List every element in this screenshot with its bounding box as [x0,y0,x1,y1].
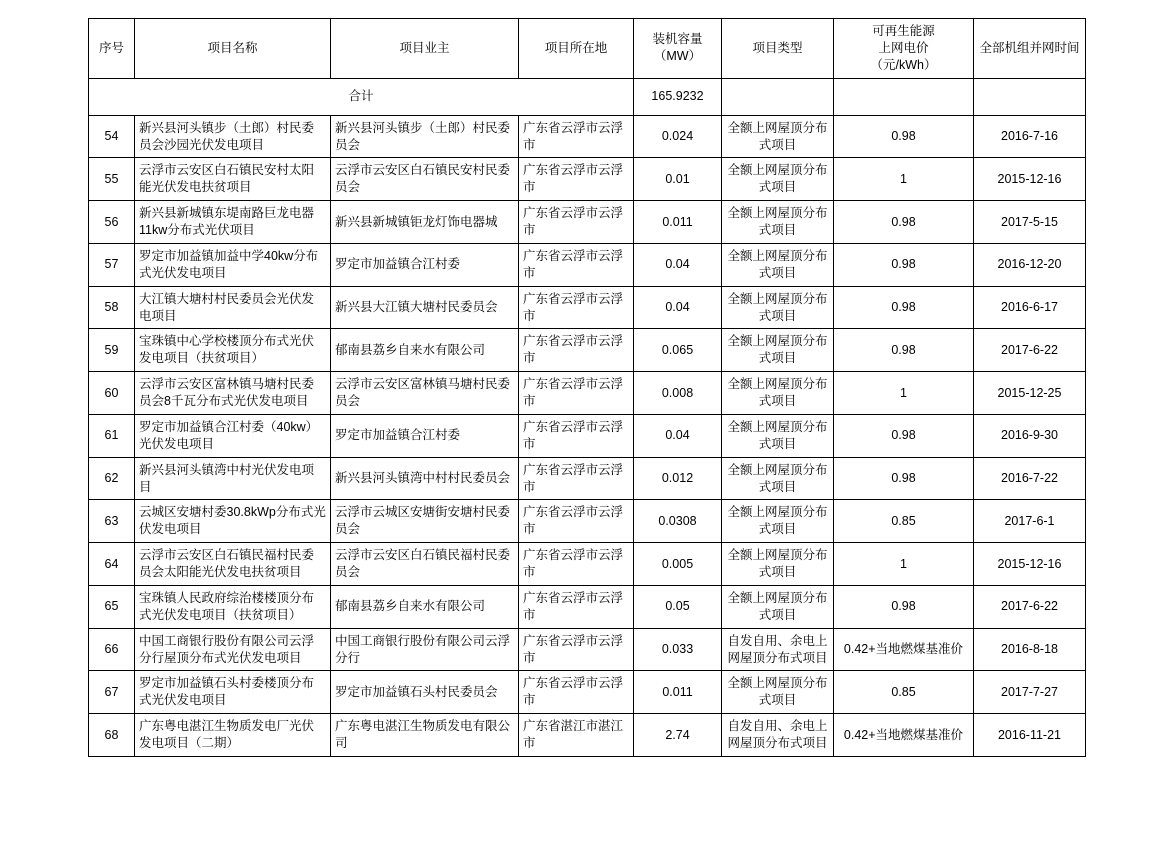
cell-seq: 55 [89,158,135,201]
cell-project-type: 全额上网屋顶分布式项目 [722,115,834,158]
cell-project-type: 全额上网屋顶分布式项目 [722,243,834,286]
cell-grid-date: 2017-5-15 [974,201,1086,244]
table-header [89,19,1086,79]
cell-grid-date: 2016-11-21 [974,714,1086,757]
cell-project-location: 广东省云浮市云浮市 [519,286,634,329]
cell-price: 0.85 [834,671,974,714]
table-row [89,158,1086,201]
cell-grid-date: 2017-6-1 [974,500,1086,543]
cell-grid-date: 2015-12-25 [974,372,1086,415]
cell-project-name: 宝珠镇人民政府综治楼楼顶分布式光伏发电项目（扶贫项目） [135,585,331,628]
cell-project-name: 云浮市云安区白石镇民福村民委员会太阳能光伏发电扶贫项目 [135,543,331,586]
total-date-empty [974,78,1086,115]
cell-price: 1 [834,158,974,201]
column-header-price-line1: 可再生能源 [872,24,935,38]
cell-project-owner: 郁南县荔乡自来水有限公司 [331,585,519,628]
table-row [89,671,1086,714]
cell-project-location: 广东省云浮市云浮市 [519,115,634,158]
cell-grid-date: 2017-6-22 [974,329,1086,372]
cell-project-name: 新兴县新城镇东堤南路巨龙电器11kw分布式光伏项目 [135,201,331,244]
cell-project-owner: 新兴县河头镇步（土郎）村民委员会 [331,115,519,158]
total-row [89,78,1086,115]
cell-seq: 59 [89,329,135,372]
total-label: 合计 [89,78,634,115]
cell-capacity: 0.0308 [634,500,722,543]
cell-project-type: 全额上网屋顶分布式项目 [722,201,834,244]
total-price-empty [834,78,974,115]
cell-grid-date: 2017-6-22 [974,585,1086,628]
header-row [89,19,1086,79]
cell-project-owner: 罗定市加益镇合江村委 [331,414,519,457]
table-row [89,286,1086,329]
cell-project-owner: 新兴县大江镇大塘村民委员会 [331,286,519,329]
cell-project-location: 广东省云浮市云浮市 [519,372,634,415]
table-row [89,329,1086,372]
total-capacity: 165.9232 [634,78,722,115]
cell-project-owner: 云浮市云安区白石镇民安村民委员会 [331,158,519,201]
cell-project-location: 广东省湛江市湛江市 [519,714,634,757]
cell-project-location: 广东省云浮市云浮市 [519,671,634,714]
column-header-seq: 序号 [89,19,135,79]
table-row [89,414,1086,457]
cell-project-name: 云城区安塘村委30.8kWp分布式光伏发电项目 [135,500,331,543]
cell-price: 1 [834,372,974,415]
cell-project-owner: 新兴县新城镇钜龙灯饰电器城 [331,201,519,244]
cell-project-location: 广东省云浮市云浮市 [519,243,634,286]
cell-project-type: 全额上网屋顶分布式项目 [722,543,834,586]
column-header-name: 项目名称 [135,19,331,79]
cell-project-owner: 云浮市云城区安塘街安塘村民委员会 [331,500,519,543]
cell-project-name: 新兴县河头镇湾中村光伏发电项目 [135,457,331,500]
cell-project-owner: 新兴县河头镇湾中村村民委员会 [331,457,519,500]
cell-capacity: 0.024 [634,115,722,158]
cell-capacity: 0.005 [634,543,722,586]
cell-seq: 65 [89,585,135,628]
cell-capacity: 0.033 [634,628,722,671]
cell-capacity: 2.74 [634,714,722,757]
cell-project-location: 广东省云浮市云浮市 [519,457,634,500]
column-header-price-line2: 上网电价 [878,40,929,55]
cell-capacity: 0.04 [634,243,722,286]
cell-price: 0.98 [834,585,974,628]
column-header-capacity-line2: （MW） [653,49,702,64]
cell-project-location: 广东省云浮市云浮市 [519,585,634,628]
cell-project-type: 全额上网屋顶分布式项目 [722,414,834,457]
cell-seq: 68 [89,714,135,757]
cell-price: 0.98 [834,414,974,457]
cell-seq: 56 [89,201,135,244]
cell-seq: 66 [89,628,135,671]
column-header-price [834,19,974,79]
cell-grid-date: 2016-9-30 [974,414,1086,457]
cell-grid-date: 2015-12-16 [974,543,1086,586]
table-row [89,585,1086,628]
cell-seq: 61 [89,414,135,457]
cell-capacity: 0.011 [634,671,722,714]
cell-price: 0.42+当地燃煤基准价 [834,628,974,671]
cell-capacity: 0.05 [634,585,722,628]
table-row [89,500,1086,543]
cell-project-type: 全额上网屋顶分布式项目 [722,585,834,628]
cell-project-location: 广东省云浮市云浮市 [519,500,634,543]
column-header-location: 项目所在地 [519,19,634,79]
table-row [89,714,1086,757]
cell-capacity: 0.012 [634,457,722,500]
cell-project-owner: 罗定市加益镇石头村民委员会 [331,671,519,714]
cell-seq: 54 [89,115,135,158]
cell-project-location: 广东省云浮市云浮市 [519,414,634,457]
cell-project-location: 广东省云浮市云浮市 [519,329,634,372]
cell-price: 0.42+当地燃煤基准价 [834,714,974,757]
cell-price: 0.98 [834,115,974,158]
cell-project-type: 全额上网屋顶分布式项目 [722,286,834,329]
table-body [89,78,1086,756]
cell-grid-date: 2016-6-17 [974,286,1086,329]
column-header-price-line3: （元/kWh） [870,57,937,72]
cell-project-type: 全额上网屋顶分布式项目 [722,158,834,201]
cell-project-location: 广东省云浮市云浮市 [519,543,634,586]
column-header-capacity [634,19,722,79]
cell-grid-date: 2016-7-16 [974,115,1086,158]
cell-project-type: 全额上网屋顶分布式项目 [722,671,834,714]
cell-grid-date: 2016-7-22 [974,457,1086,500]
cell-project-name: 罗定市加益镇合江村委（40kw）光伏发电项目 [135,414,331,457]
cell-project-name: 罗定市加益镇石头村委楼顶分布式光伏发电项目 [135,671,331,714]
table-row [89,628,1086,671]
cell-project-name: 大江镇大塘村村民委员会光伏发电项目 [135,286,331,329]
cell-project-type: 全额上网屋顶分布式项目 [722,372,834,415]
column-header-capacity-line1: 装机容量 [652,32,703,47]
cell-project-owner: 罗定市加益镇合江村委 [331,243,519,286]
cell-project-type: 全额上网屋顶分布式项目 [722,500,834,543]
cell-project-name: 宝珠镇中心学校楼顶分布式光伏发电项目（扶贫项目） [135,329,331,372]
cell-project-type: 自发自用、余电上网屋顶分布式项目 [722,714,834,757]
cell-project-owner: 广东粤电湛江生物质发电有限公司 [331,714,519,757]
cell-grid-date: 2017-7-27 [974,671,1086,714]
cell-price: 0.98 [834,201,974,244]
cell-project-name: 新兴县河头镇步（土郎）村民委员会沙园光伏发电项目 [135,115,331,158]
cell-project-name: 广东粤电湛江生物质发电厂光伏发电项目（二期） [135,714,331,757]
table-row [89,243,1086,286]
cell-capacity: 0.04 [634,414,722,457]
cell-price: 0.85 [834,500,974,543]
cell-project-name: 云浮市云安区富林镇马塘村民委员会8千瓦分布式光伏发电项目 [135,372,331,415]
cell-project-owner: 中国工商银行股份有限公司云浮分行 [331,628,519,671]
cell-seq: 67 [89,671,135,714]
cell-grid-date: 2016-12-20 [974,243,1086,286]
cell-seq: 64 [89,543,135,586]
cell-project-type: 自发自用、余电上网屋顶分布式项目 [722,628,834,671]
cell-project-location: 广东省云浮市云浮市 [519,158,634,201]
cell-capacity: 0.008 [634,372,722,415]
cell-price: 1 [834,543,974,586]
table-row [89,372,1086,415]
cell-capacity: 0.01 [634,158,722,201]
column-header-type: 项目类型 [722,19,834,79]
cell-project-owner: 云浮市云安区白石镇民福村民委员会 [331,543,519,586]
cell-capacity: 0.065 [634,329,722,372]
table-row [89,457,1086,500]
cell-project-type: 全额上网屋顶分布式项目 [722,329,834,372]
table-row [89,543,1086,586]
cell-project-name: 罗定市加益镇加益中学40kw分布式光伏发电项目 [135,243,331,286]
cell-seq: 57 [89,243,135,286]
total-type-empty [722,78,834,115]
cell-project-owner: 郁南县荔乡自来水有限公司 [331,329,519,372]
cell-seq: 58 [89,286,135,329]
cell-price: 0.98 [834,329,974,372]
table-row [89,201,1086,244]
project-list-table [88,18,1086,757]
cell-project-location: 广东省云浮市云浮市 [519,628,634,671]
cell-seq: 62 [89,457,135,500]
cell-project-type: 全额上网屋顶分布式项目 [722,457,834,500]
cell-project-location: 广东省云浮市云浮市 [519,201,634,244]
column-header-owner: 项目业主 [331,19,519,79]
cell-price: 0.98 [834,457,974,500]
cell-capacity: 0.011 [634,201,722,244]
cell-seq: 63 [89,500,135,543]
cell-project-name: 云浮市云安区白石镇民安村太阳能光伏发电扶贫项目 [135,158,331,201]
cell-price: 0.98 [834,286,974,329]
cell-grid-date: 2016-8-18 [974,628,1086,671]
column-header-date: 全部机组并网时间 [974,19,1086,79]
cell-capacity: 0.04 [634,286,722,329]
cell-project-owner: 云浮市云安区富林镇马塘村民委员会 [331,372,519,415]
table-row [89,115,1086,158]
cell-seq: 60 [89,372,135,415]
cell-project-name: 中国工商银行股份有限公司云浮分行屋顶分布式光伏发电项目 [135,628,331,671]
cell-price: 0.98 [834,243,974,286]
cell-grid-date: 2015-12-16 [974,158,1086,201]
